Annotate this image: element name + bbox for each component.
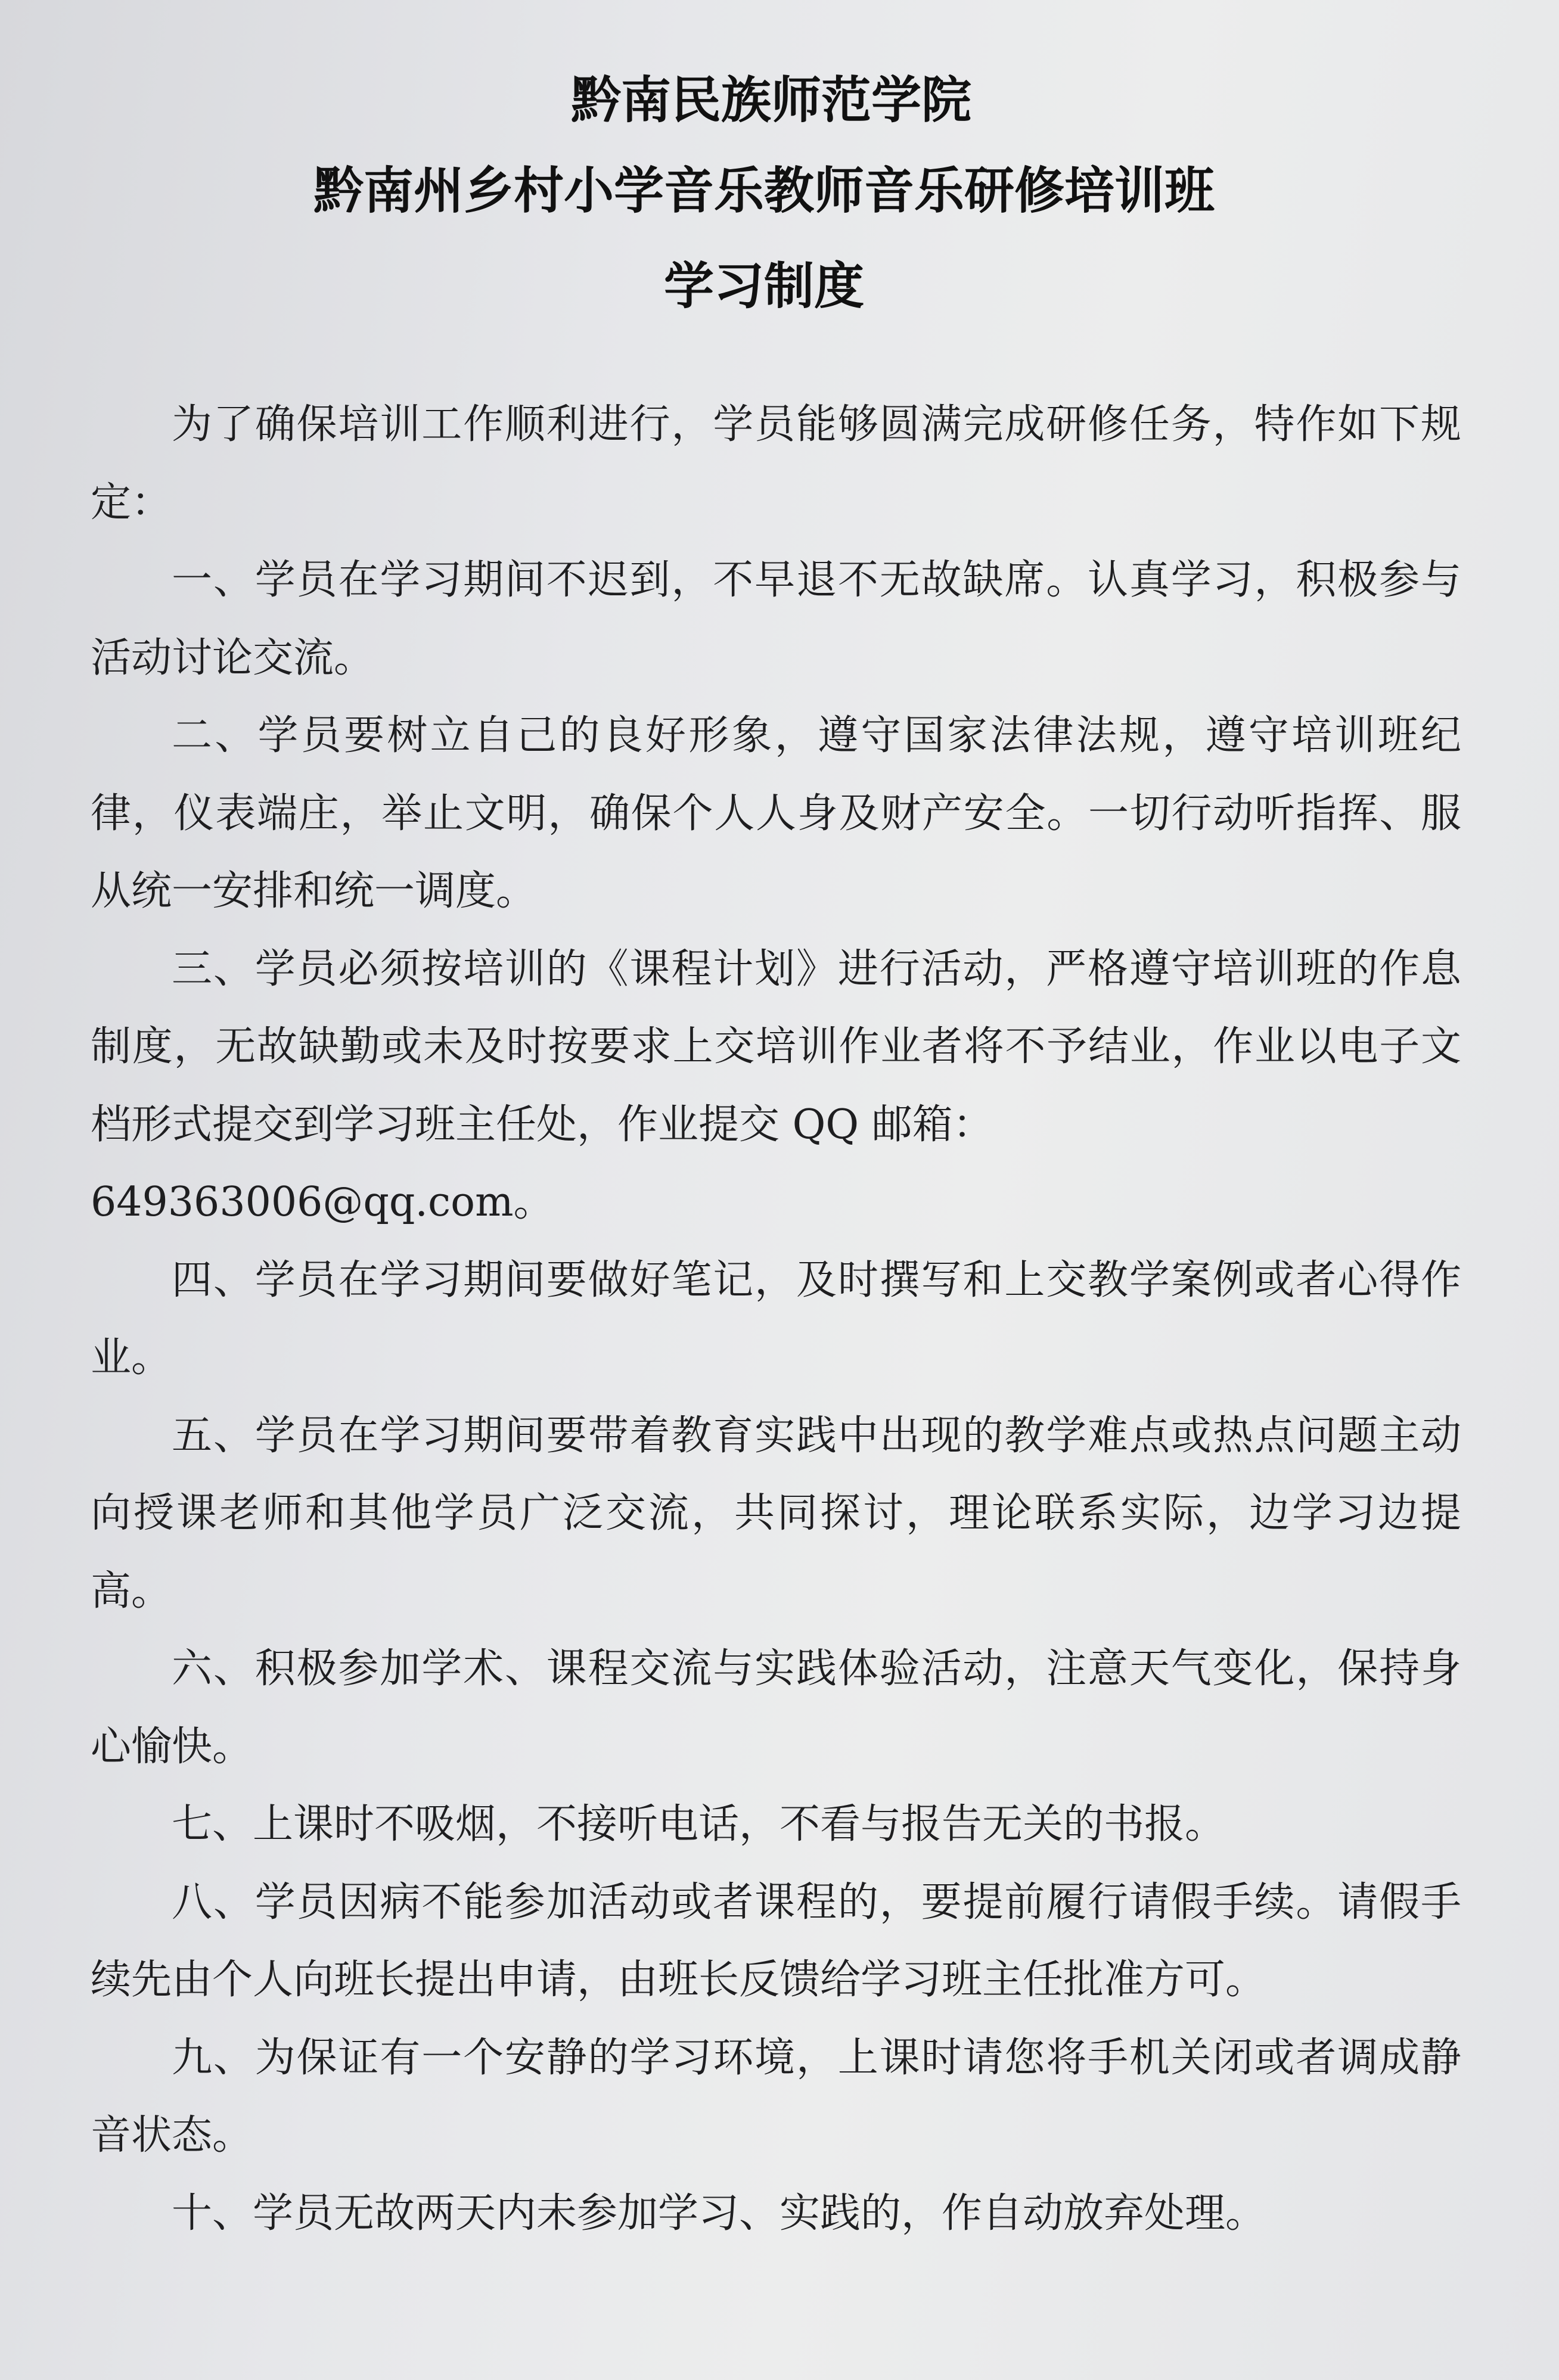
rule-6: 六、积极参加学术、课程交流与实践体验活动，注意天气变化，保持身心愉快。 <box>91 1645 1461 1770</box>
document-title: 学习制度 <box>663 257 864 315</box>
rule-3: 三、学员必须按培训的《课程计划》进行活动，严格遵守培训班的作息制度，无故缺勤或未及时按要求上交培训作业者将不予结业，作业以电子文档形式提交到学习班主任处，作业提交 QQ 邮箱： <box>91 945 1461 1148</box>
rule-5: 五、学员在学习期间要带着教育实践中出现的教学难点或热点问题主动向授课老师和其他学员广泛交流，共同探讨，理论联系实际，边学习边提高。 <box>91 1412 1461 1615</box>
rule-8: 八、学员因病不能参加活动或者课程的，要提前履行请假手续。请假手续先由个人向班长提出申请，由班长反馈给学习班主任批准方可。 <box>91 1878 1461 2003</box>
intro-paragraph: 为了确保培训工作顺利进行，学员能够圆满完成研修任务，特作如下规定： <box>91 401 1461 526</box>
rule-7: 七、上课时不吸烟，不接听电话，不看与报告无关的书报。 <box>172 1801 1226 1848</box>
institution-title: 黔南民族师范学院 <box>570 71 971 129</box>
program-title: 黔南州乡村小学音乐教师音乐研修培训班 <box>313 161 1215 220</box>
rule-2: 二、学员要树立自己的良好形象，遵守国家法律法规，遵守培训班纪律，仪表端庄，举止文明，确保个人人身及财产安全。一切行动听指挥、服从统一安排和统一调度。 <box>91 712 1461 915</box>
document-body <box>91 386 1461 2252</box>
rule-10: 十、学员无故两天内未参加学习、实践的，作自动放弃处理。 <box>172 2189 1266 2237</box>
rule-9: 九、为保证有一个安静的学习环境，上课时请您将手机关闭或者调成静音状态。 <box>91 2034 1461 2159</box>
rule-1: 一、学员在学习期间不迟到，不早退不无故缺席。认真学习，积极参与活动讨论交流。 <box>91 557 1461 682</box>
rule-3-email: 649363006@qq.com。 <box>91 1179 554 1226</box>
rule-4: 四、学员在学习期间要做好笔记，及时撰写和上交教学案例或者心得作业。 <box>91 1256 1461 1381</box>
